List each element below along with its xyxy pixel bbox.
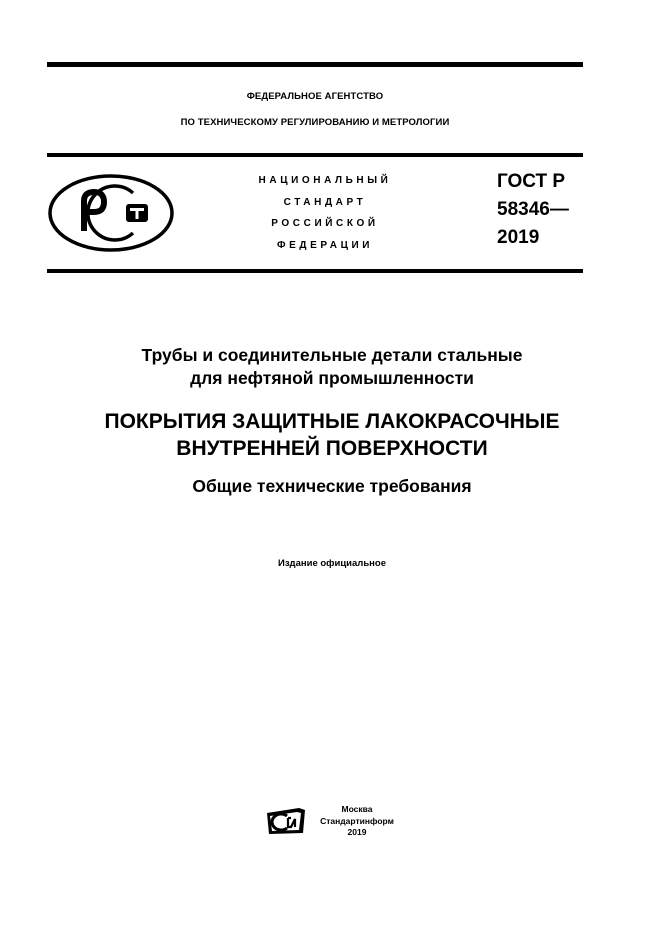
title-line: Трубы и соединительные детали стальные	[141, 345, 523, 365]
standartinform-logo-icon	[266, 806, 306, 836]
document-title-main	[47, 408, 617, 462]
agency-line-1: ФЕДЕРАЛЬНОЕ АГЕНТСТВО	[246, 91, 384, 102]
agency-line-2: ПО ТЕХНИЧЕСКОМУ РЕГУЛИРОВАНИЮ И МЕТРОЛОГИИ	[180, 117, 450, 128]
edition-label: Издание официальное	[278, 558, 386, 569]
publication-year: 2019	[347, 827, 367, 837]
top-rule	[47, 62, 583, 67]
national-line: РОССИЙСКОЙ	[271, 218, 379, 229]
national-standard-label	[240, 170, 410, 256]
document-title-upper	[47, 344, 617, 390]
national-line: ФЕДЕРАЦИИ	[276, 239, 374, 251]
standard-designation	[497, 168, 569, 252]
publisher-name: Стандартинформ	[320, 815, 394, 826]
middle-rule	[47, 153, 583, 157]
bottom-rule	[47, 269, 583, 273]
designation-line: ГОСТ Р	[497, 171, 566, 192]
national-line: СТАНДАРТ	[283, 196, 367, 208]
national-line: НАЦИОНАЛЬНЫЙ	[258, 175, 392, 186]
designation-line: 58346—	[497, 199, 569, 220]
main-title-line: ПОКРЫТИЯ ЗАЩИТНЫЕ ЛАКОКРАСОЧНЫЕ	[104, 410, 560, 433]
publisher-city: Москва	[341, 804, 373, 814]
publisher-imprint	[307, 804, 407, 839]
designation-line: 2019	[497, 227, 540, 248]
rst-gost-emblem-icon	[47, 173, 175, 253]
document-subtitle: Общие технические требования	[192, 476, 472, 496]
title-line: для нефтяной промышленности	[190, 368, 474, 388]
main-title-line: ВНУТРЕННЕЙ ПОВЕРХНОСТИ	[176, 437, 488, 460]
